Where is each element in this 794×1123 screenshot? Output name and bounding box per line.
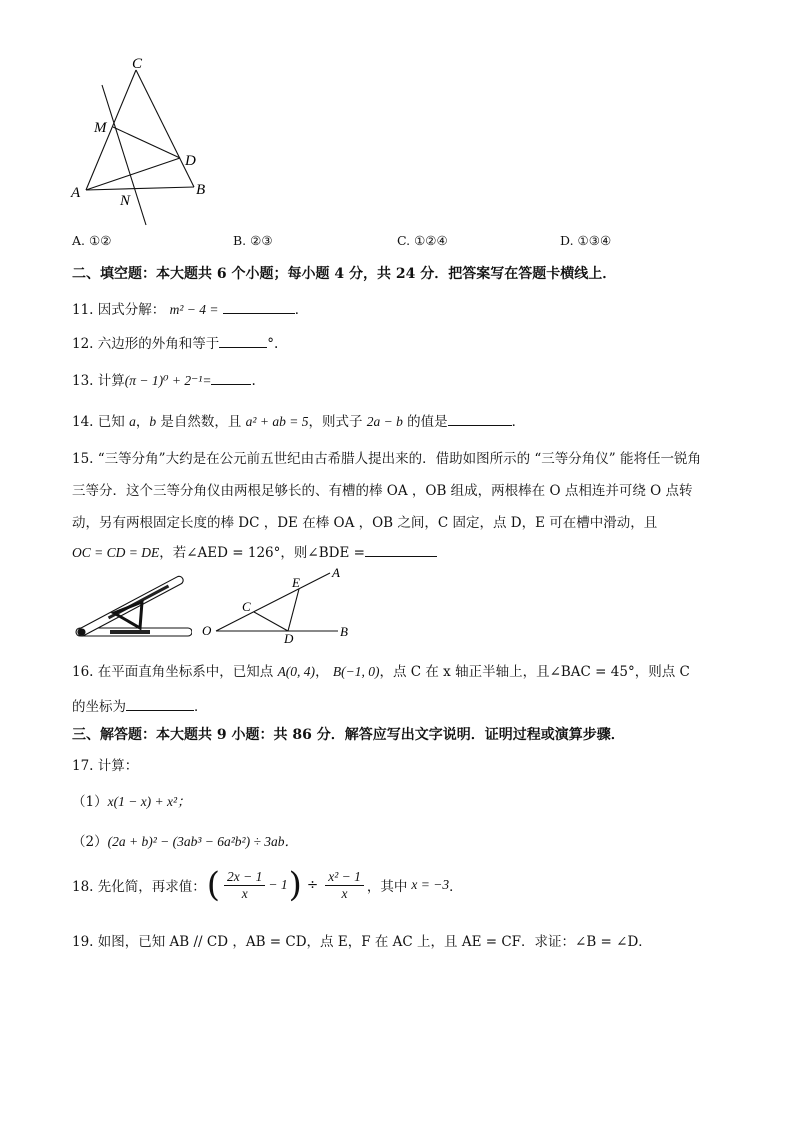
q11-number: 11. bbox=[72, 302, 94, 318]
label-a: A bbox=[71, 185, 81, 201]
q16-point-b: B(−1, 0) bbox=[332, 664, 380, 679]
q14-var-b: b bbox=[149, 414, 157, 429]
label-m: M bbox=[94, 120, 107, 136]
option-d-letter: D. bbox=[560, 233, 574, 248]
q11-end: ． bbox=[294, 302, 309, 318]
q14-end: ． bbox=[511, 414, 526, 430]
q18-paren-open: ( bbox=[206, 865, 221, 905]
q16-text-1: 16. 在平面直角坐标系中，已知点 bbox=[72, 664, 274, 680]
q14-text-4: 的值是 bbox=[407, 414, 448, 430]
q14-expression-1: a² + ab = 5 bbox=[245, 414, 309, 429]
label-b2: B bbox=[340, 624, 348, 639]
q12-number: 12. bbox=[72, 336, 94, 352]
q14-answer-blank bbox=[448, 412, 512, 426]
q12-answer-blank bbox=[219, 334, 267, 348]
question-15-line-4 bbox=[72, 541, 437, 561]
q18-fraction-2-numerator: x² − 1 bbox=[325, 869, 364, 886]
label-n: N bbox=[120, 193, 131, 209]
option-b-letter: B. bbox=[233, 233, 247, 248]
option-a-letter: A. bbox=[72, 233, 86, 248]
q14-text-3: ，则式子 bbox=[308, 414, 363, 430]
question-16-line-2 bbox=[72, 695, 208, 715]
q18-fraction-2-denominator: x bbox=[341, 885, 348, 901]
label-a2: A bbox=[332, 565, 340, 580]
q14-var-a: a bbox=[129, 414, 136, 429]
q15-answer-blank bbox=[365, 543, 437, 557]
question-15-line-1: 15. “三等分角”大约是在公元前五世纪由古希腊人提出来的．借助如图所示的 “三等分角仪” 能将任一锐角 bbox=[72, 451, 701, 467]
q13-end: . bbox=[251, 373, 256, 389]
label-c: C bbox=[132, 56, 143, 72]
option-c-letter: C. bbox=[397, 233, 411, 248]
option-a-text: ①② bbox=[89, 233, 112, 248]
trisector-diagram bbox=[198, 565, 358, 645]
label-d2: D bbox=[284, 631, 294, 645]
q16-point-a: A(0, 4) bbox=[277, 664, 316, 679]
q18-fraction-1-denominator: x bbox=[241, 885, 248, 901]
q11-answer-blank bbox=[223, 300, 295, 314]
option-b bbox=[233, 233, 273, 248]
option-a bbox=[72, 233, 111, 248]
trisector-device-illustration bbox=[72, 568, 192, 643]
q14-text-1: 已知 bbox=[97, 414, 125, 430]
question-19: 19. 如图，已知 AB // CD ，AB = CD，点 E，F 在 AC 上，且 AE = CF．求证：∠B = ∠D． bbox=[72, 934, 652, 950]
q18-fraction-1 bbox=[224, 869, 265, 902]
option-d bbox=[560, 233, 611, 248]
option-b-text: ②③ bbox=[250, 233, 273, 248]
question-17-part-2 bbox=[72, 830, 298, 850]
label-b: B bbox=[196, 182, 206, 198]
option-c-text: ①②④ bbox=[414, 233, 448, 248]
q13-text: 计算 bbox=[97, 373, 125, 389]
q11-text: 因式分解： bbox=[97, 302, 166, 318]
q17-part-1-number: （1） bbox=[72, 794, 108, 810]
q14-comma: ， bbox=[135, 414, 150, 430]
q13-answer-blank bbox=[211, 371, 251, 385]
q17-part-2-expression: (2a + b)² − (3ab³ − 6a²b²) ÷ 3ab． bbox=[107, 834, 299, 849]
question-17-title: 17. 计算： bbox=[72, 758, 139, 774]
label-o: O bbox=[202, 623, 212, 638]
q12-end: °. bbox=[267, 336, 279, 352]
q18-suffix: ，其中 bbox=[366, 879, 408, 895]
q17-part-2-number: （2） bbox=[72, 834, 108, 850]
q17-part-1-expression: x(1 − x) + x²； bbox=[107, 794, 191, 809]
q16-text-2: ，点 C 在 x 轴正半轴上，且∠BAC = 45°，则点 C bbox=[379, 664, 690, 680]
q14-expression-2: 2a − b bbox=[366, 414, 403, 429]
q11-expression: m² − 4 = bbox=[169, 302, 219, 317]
question-16-line-1 bbox=[72, 660, 690, 680]
q18-minus-one: − 1 bbox=[268, 877, 288, 892]
segment-de bbox=[288, 589, 299, 631]
question-17-part-1 bbox=[72, 790, 191, 810]
triangle-figure bbox=[66, 55, 226, 230]
q14-text-2: 是自然数，且 bbox=[160, 414, 242, 430]
segment-ab bbox=[86, 187, 194, 190]
section-2-heading: 二、填空题：本大题共 6 个小题；每小题 4 分，共 24 分．把答案写在答题卡横线上． bbox=[72, 266, 617, 282]
option-c bbox=[397, 233, 448, 248]
question-11 bbox=[72, 298, 308, 318]
q12-text: 六边形的外角和等于 bbox=[97, 336, 220, 352]
question-14 bbox=[72, 410, 525, 430]
q18-paren-close: ) bbox=[288, 865, 302, 905]
q13-number: 13. bbox=[72, 373, 94, 389]
q18-divide: ÷ bbox=[306, 877, 319, 893]
q15-condition: ，若∠AED = 126°，则∠BDE = bbox=[159, 545, 365, 561]
q13-expression: (π − 1)⁰ + 2⁻¹= bbox=[124, 373, 212, 388]
question-13 bbox=[72, 369, 256, 389]
q18-end: ． bbox=[449, 879, 463, 895]
q18-fraction-1-numerator: 2x − 1 bbox=[224, 869, 265, 886]
q18-prefix: 18. 先化简，再求值： bbox=[72, 879, 206, 895]
q16-end: ． bbox=[194, 699, 208, 715]
segment-cd bbox=[254, 612, 288, 631]
q15-equation: OC = CD = DE bbox=[72, 545, 160, 560]
question-15-line-2: 三等分．这个三等分角仪由两根足够长的、有槽的棒 OA ，OB 组成，两根棒在 O 点相连并可绕 O 点转 bbox=[72, 483, 693, 499]
label-c2: C bbox=[242, 599, 251, 614]
option-d-text: ①③④ bbox=[577, 233, 612, 248]
question-12 bbox=[72, 332, 278, 352]
q16-answer-blank bbox=[126, 697, 194, 711]
q16-sep: ， bbox=[315, 664, 329, 680]
question-15-line-3: 动，另有两根固定长度的棒 DC ，DE 在棒 OA ，OB 之间，C 固定，点 D，E 可在槽中滑动，且 bbox=[72, 515, 658, 531]
label-e: E bbox=[292, 575, 300, 590]
question-18 bbox=[72, 865, 463, 905]
q18-condition: x = −3 bbox=[411, 877, 450, 892]
q18-fraction-2 bbox=[325, 869, 364, 902]
q16-text-3: 的坐标为 bbox=[72, 699, 126, 715]
q14-number: 14. bbox=[72, 414, 94, 430]
section-3-heading: 三、解答题：本大题共 9 小题：共 86 分．解答应写出文字说明．证明过程或演算步骤． bbox=[72, 727, 625, 743]
label-d: D bbox=[185, 153, 196, 169]
